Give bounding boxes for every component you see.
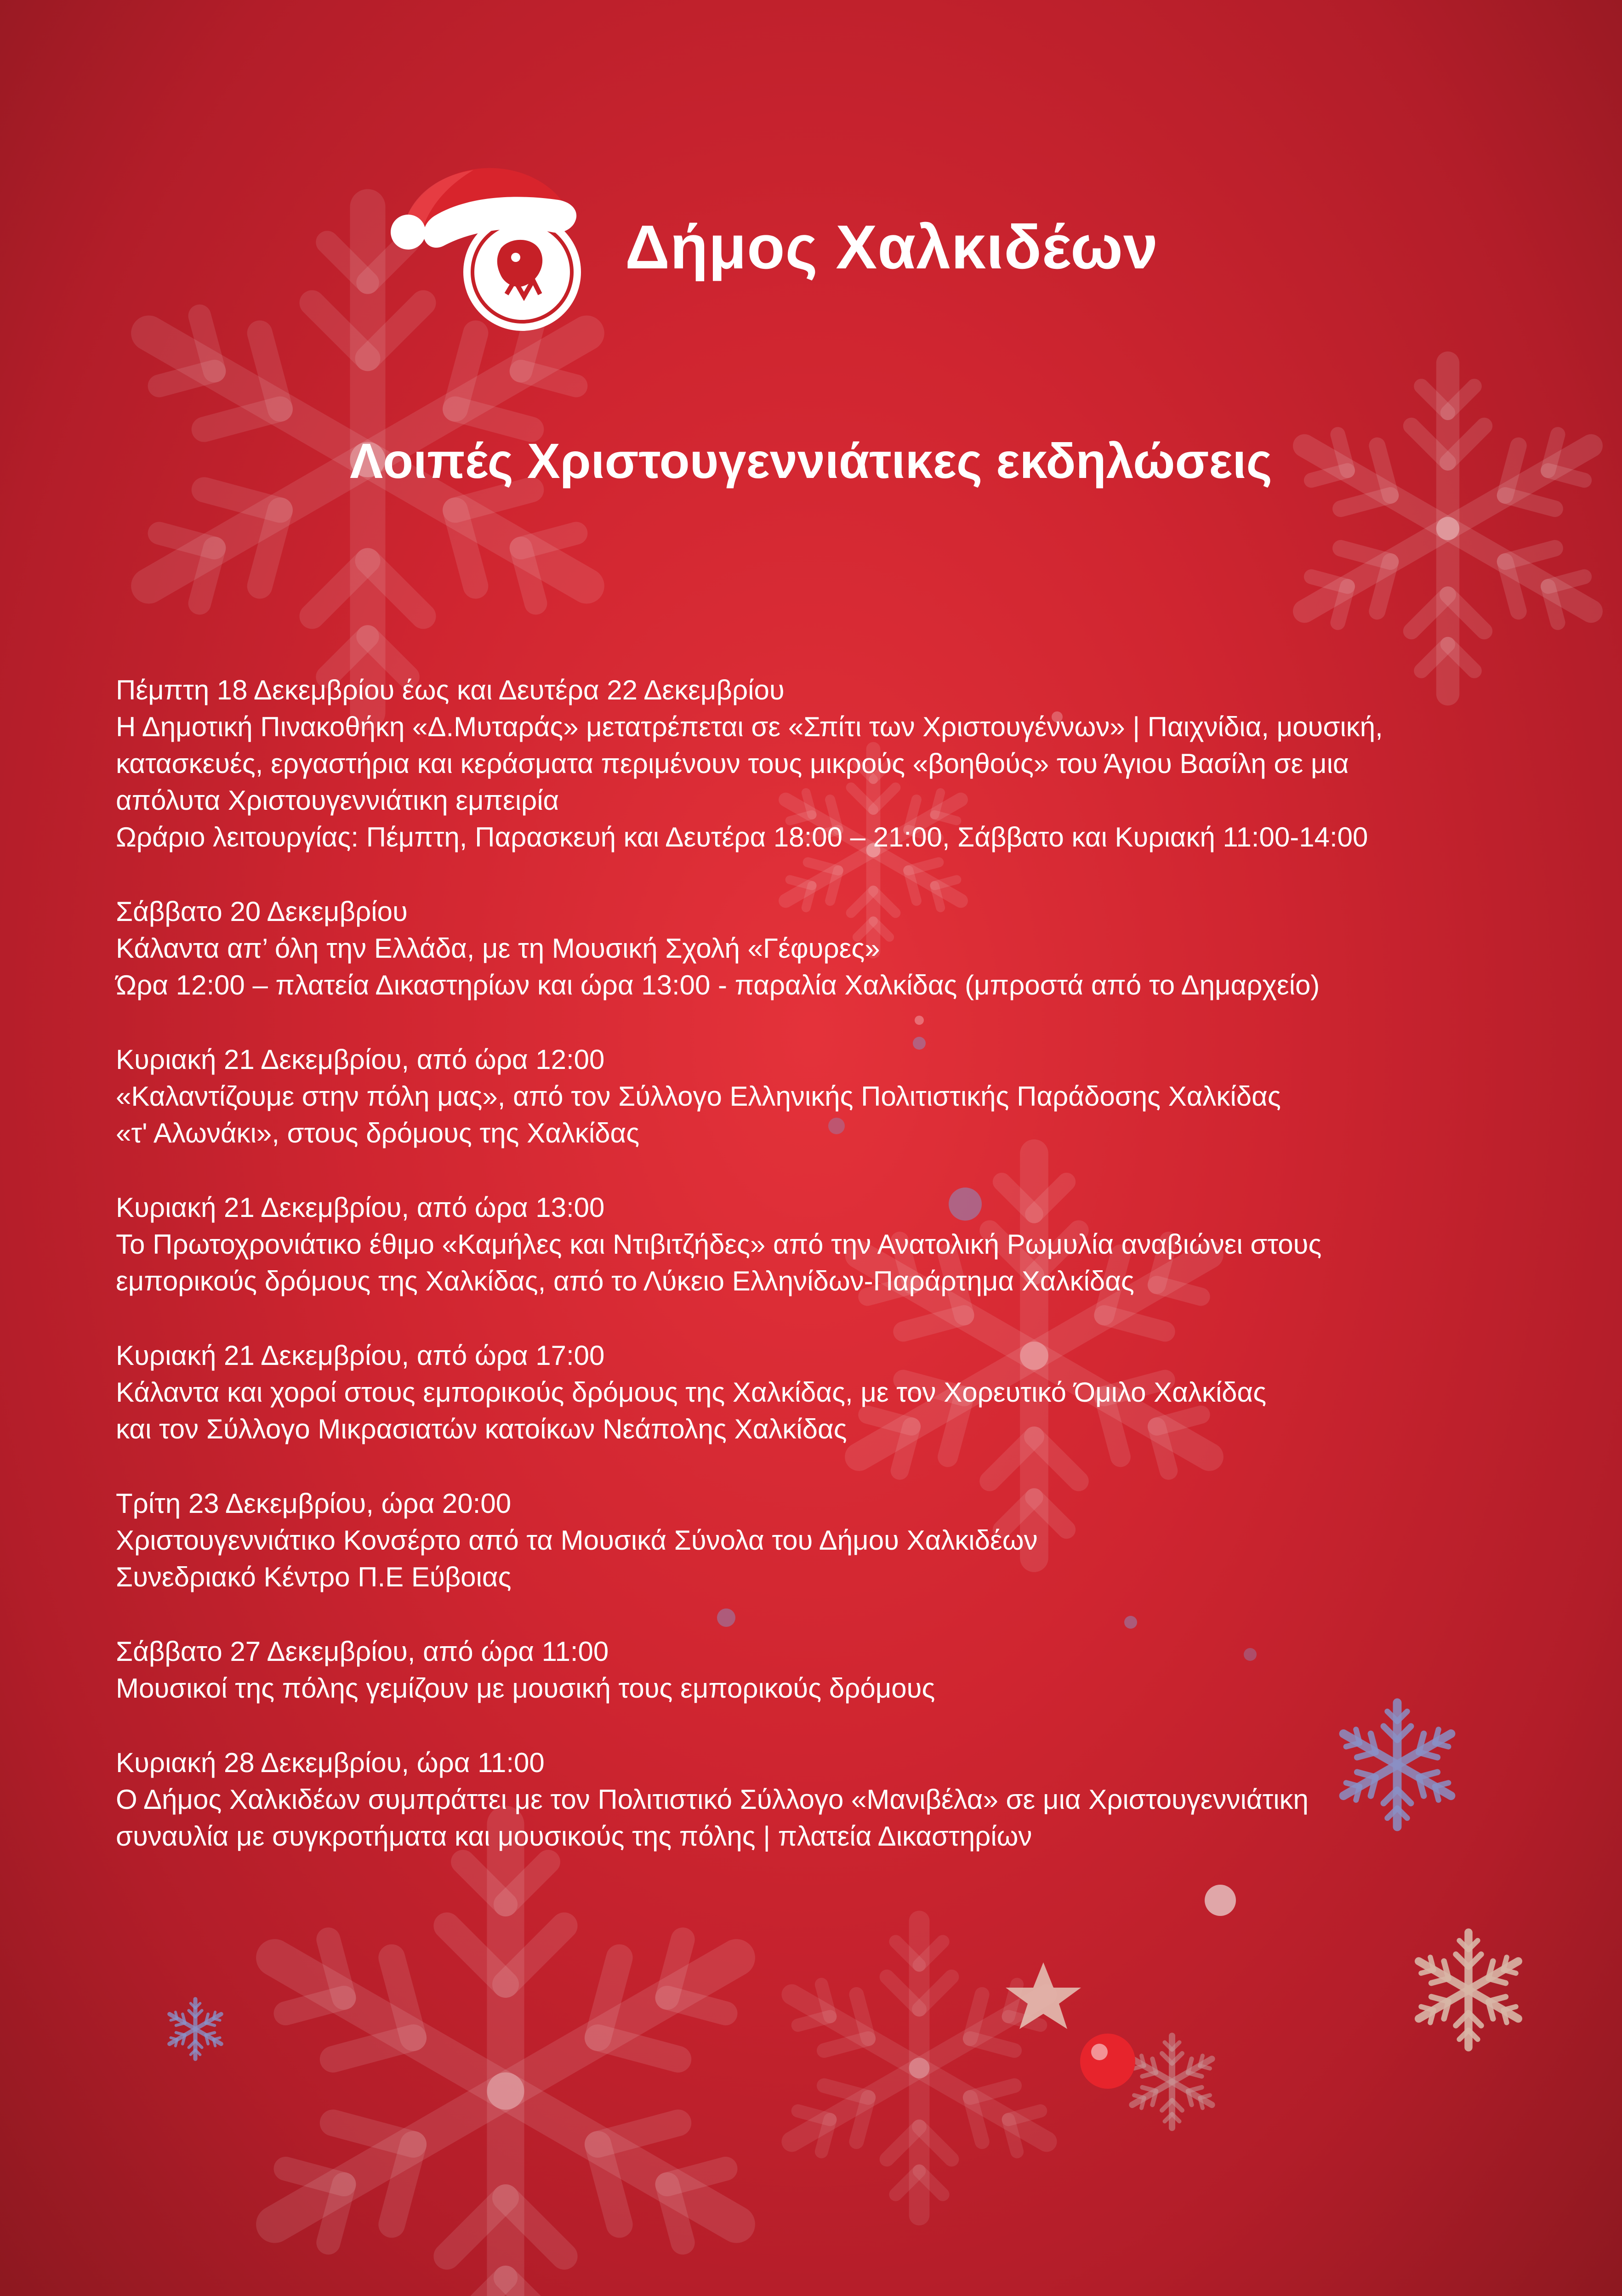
event-description: Ο Δήμος Χαλκιδέων συμπράττει με τον Πολιτιστικό Σύλλογο «Μανιβέλα» σε μια Χριστουγεννιάτικη — [116, 1784, 1309, 1815]
event-description: Χριστουγεννιάτικο Κονσέρτο από τα Μουσικά Σύνολα του Δήμου Χαλκιδέων — [116, 1525, 1038, 1556]
page-title: Λοιπές Χριστουγεννιάτικες εκδηλώσεις — [350, 433, 1272, 489]
event-description: Ώρα 12:00 – πλατεία Δικαστηρίων και ώρα 13:00 - παραλία Χαλκίδας (μπροστά από το Δημαρχείο) — [116, 970, 1320, 1000]
event-item — [116, 1041, 1541, 1152]
event-date: Τρίτη 23 Δεκεμβρίου, ώρα 20:00 — [116, 1488, 512, 1519]
snowflake-large-top-right — [1286, 363, 1610, 694]
event-date: Κυριακή 21 Δεκεμβρίου, από ώρα 12:00 — [116, 1044, 605, 1075]
event-date: Κυριακή 21 Δεκεμβρίου, από ώρα 17:00 — [116, 1340, 605, 1371]
event-description: Κάλαντα απ’ όλη την Ελλάδα, με τη Μουσική Σχολή «Γέφυρες» — [116, 933, 880, 964]
event-description: απόλυτα Χριστουγεννιάτικη εμπειρία — [116, 785, 559, 816]
snowflake-small-bottom — [1127, 2036, 1217, 2128]
event-item — [116, 893, 1541, 1004]
snowflake-large-bottom-left — [245, 1824, 766, 2296]
event-item — [116, 1745, 1541, 1855]
event-description: Η Δημοτική Πινακοθήκη «Δ.Μυταράς» μετατρέπεται σε «Σπίτι των Χριστουγέννων» | Παιχνίδια, μουσική, — [116, 711, 1383, 742]
event-description: Μουσικοί της πόλης γεμίζουν με μουσική τους εμπορικούς δρόμους — [116, 1673, 935, 1704]
event-description: Ωράριο λειτουργίας: Πέμπτη, Παρασκευή και Δευτέρα 18:00 – 21:00, Σάββατο και Κυριακή 11:00-14:00 — [116, 822, 1368, 852]
event-description: εμπορικούς δρόμους της Χαλκίδας, από το Λύκειο Ελληνίδων-Παράρτημα Χαλκίδας — [116, 1266, 1134, 1296]
snowflake-small-beige — [1412, 1932, 1525, 2047]
event-description: Το Πρωτοχρονιάτικο έθιμο «Καμήλες και Ντιβιτζήδες» από την Ανατολική Ρωμυλία αναβιώνει στους — [116, 1229, 1322, 1260]
snowflake-bottom-center — [776, 1921, 1063, 2215]
event-date: Κυριακή 21 Δεκεμβρίου, από ώρα 13:00 — [116, 1192, 605, 1223]
header — [386, 142, 1305, 335]
event-description: Συνεδριακό Κέντρο Π.Ε Εύβοιας — [116, 1562, 512, 1592]
event-date: Πέμπτη 18 Δεκεμβρίου έως και Δευτέρα 22 Δεκεμβρίου — [116, 675, 785, 705]
event-date: Σάββατο 20 Δεκεμβρίου — [116, 896, 408, 927]
event-description: «τ' Αλωνάκι», στους δρόμους της Χαλκίδας — [116, 1118, 640, 1148]
event-item — [116, 1633, 1541, 1707]
event-description: και τον Σύλλογο Μικρασιατών κατοίκων Νεάπολης Χαλκίδας — [116, 1414, 847, 1444]
event-item — [116, 1337, 1541, 1448]
event-description: Κάλαντα και χοροί στους εμπορικούς δρόμους της Χαλκίδας, με τον Χορευτικό Όμιλο Χαλκίδας — [116, 1377, 1267, 1408]
event-description: συναυλία με συγκροτήματα και μουσικούς της πόλης | πλατεία Δικαστηρίων — [116, 1821, 1032, 1852]
event-item — [116, 1485, 1541, 1596]
event-description: «Καλαντίζουμε στην πόλη μας», από τον Σύλλογο Ελληνικής Πολιτιστικής Παράδοσης Χαλκίδας — [116, 1081, 1281, 1112]
event-date: Σάββατο 27 Δεκεμβρίου, από ώρα 11:00 — [116, 1636, 609, 1667]
org-name: Δήμος Χαλκιδέων — [625, 212, 1159, 282]
event-item — [116, 1189, 1541, 1300]
events-list — [116, 672, 1541, 1892]
snowflake-small-left — [166, 1999, 225, 2059]
event-item — [116, 672, 1541, 856]
municipality-logo — [386, 142, 598, 335]
event-date: Κυριακή 28 Δεκεμβρίου, ώρα 11:00 — [116, 1747, 545, 1778]
ornament-ball — [1080, 2034, 1135, 2089]
event-description: κατασκευές, εργαστήρια και κεράσματα περιμένουν τους μικρούς «βοηθούς» του Άγιου Βασίλη σε μια — [116, 748, 1349, 779]
